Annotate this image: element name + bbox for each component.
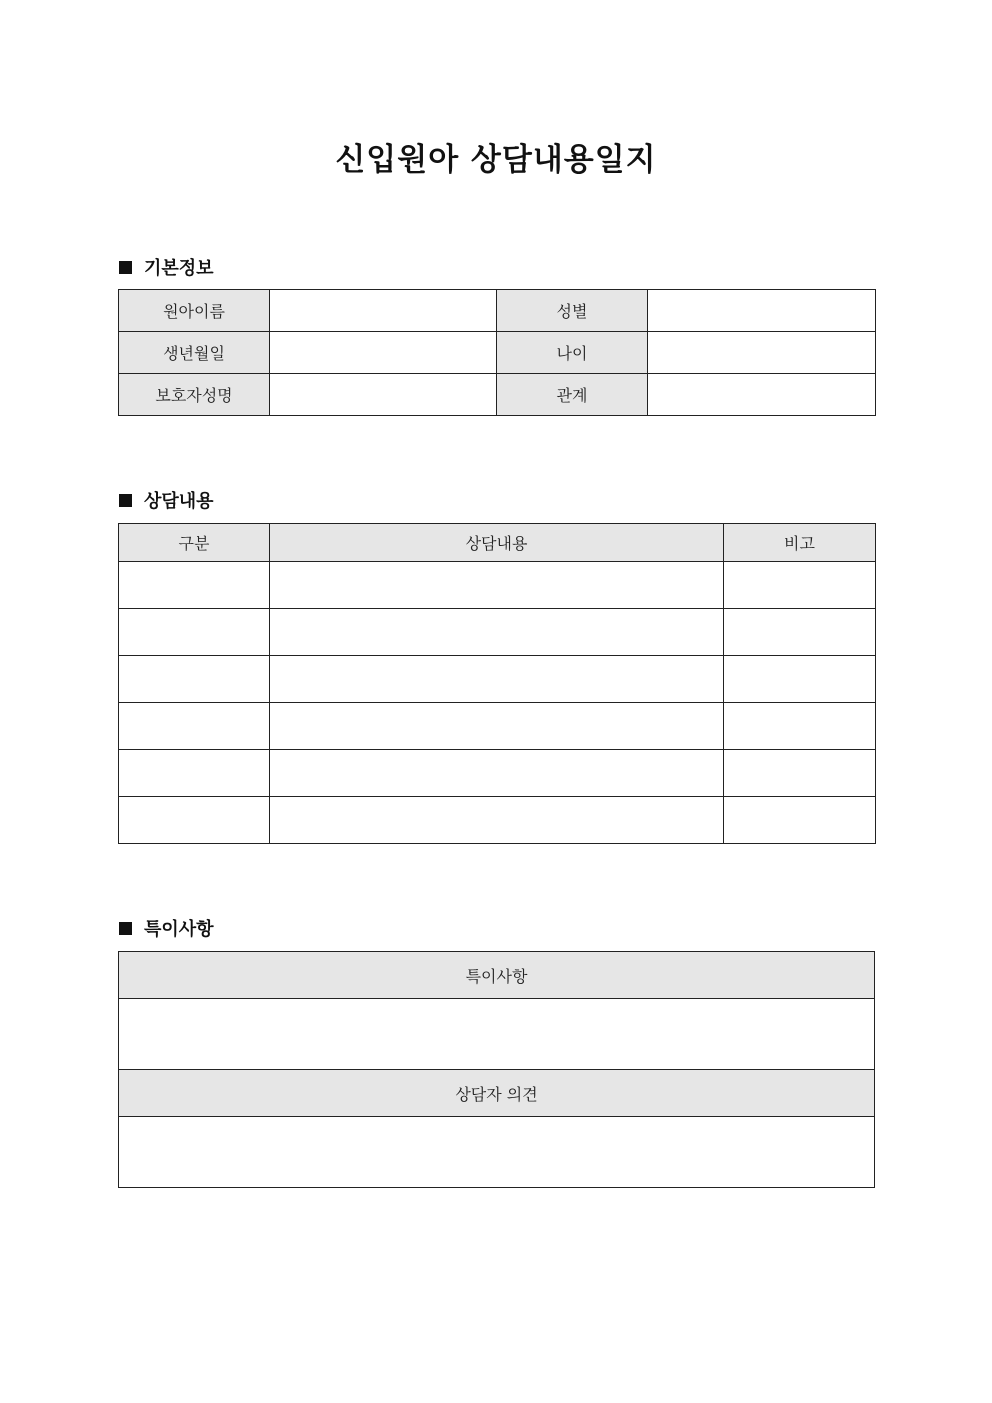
table-row xyxy=(119,374,876,416)
table-header-row xyxy=(119,524,876,562)
remarks-cell[interactable] xyxy=(724,656,876,703)
child-name-field[interactable] xyxy=(270,290,497,332)
remarks-cell[interactable] xyxy=(724,797,876,844)
basic-info-table xyxy=(118,289,876,416)
counselor-opinion-field[interactable] xyxy=(119,1117,875,1188)
category-cell[interactable] xyxy=(119,703,270,750)
table-row xyxy=(119,797,876,844)
child-name-label: 원아이름 xyxy=(119,290,270,332)
column-header-remarks: 비고 xyxy=(724,524,876,562)
category-cell[interactable] xyxy=(119,750,270,797)
guardian-name-field[interactable] xyxy=(270,374,497,416)
section-heading-label: 특이사항 xyxy=(144,919,214,940)
age-field[interactable] xyxy=(648,332,876,374)
age-label: 나이 xyxy=(497,332,648,374)
table-row xyxy=(119,656,876,703)
content-cell[interactable] xyxy=(270,797,724,844)
table-row xyxy=(119,562,876,609)
column-header-category: 구분 xyxy=(119,524,270,562)
special-notes-field[interactable] xyxy=(119,999,875,1070)
table-row xyxy=(119,999,875,1070)
square-bullet-icon xyxy=(119,261,132,274)
table-row xyxy=(119,332,876,374)
remarks-cell[interactable] xyxy=(724,609,876,656)
birthdate-field[interactable] xyxy=(270,332,497,374)
gender-field[interactable] xyxy=(648,290,876,332)
birthdate-label: 생년월일 xyxy=(119,332,270,374)
remarks-cell[interactable] xyxy=(724,562,876,609)
section-heading-label: 상담내용 xyxy=(144,491,214,512)
remarks-cell[interactable] xyxy=(724,750,876,797)
relationship-label: 관계 xyxy=(497,374,648,416)
category-cell[interactable] xyxy=(119,797,270,844)
table-row xyxy=(119,290,876,332)
content-cell[interactable] xyxy=(270,656,724,703)
table-row xyxy=(119,750,876,797)
gender-label: 성별 xyxy=(497,290,648,332)
category-cell[interactable] xyxy=(119,656,270,703)
square-bullet-icon xyxy=(119,494,132,507)
content-cell[interactable] xyxy=(270,562,724,609)
table-row xyxy=(119,609,876,656)
category-cell[interactable] xyxy=(119,562,270,609)
table-row xyxy=(119,952,875,999)
relationship-field[interactable] xyxy=(648,374,876,416)
consultation-table xyxy=(118,523,876,844)
section-heading-basic-info xyxy=(119,254,214,280)
content-cell[interactable] xyxy=(270,750,724,797)
counselor-opinion-label: 상담자 의견 xyxy=(119,1070,875,1117)
column-header-content: 상담내용 xyxy=(270,524,724,562)
square-bullet-icon xyxy=(119,922,132,935)
guardian-name-label: 보호자성명 xyxy=(119,374,270,416)
table-row xyxy=(119,703,876,750)
special-notes-table xyxy=(118,951,875,1188)
category-cell[interactable] xyxy=(119,609,270,656)
special-notes-label: 특이사항 xyxy=(119,952,875,999)
table-row xyxy=(119,1117,875,1188)
page-title: 신입원아 상담내용일지 xyxy=(335,142,657,178)
content-cell[interactable] xyxy=(270,609,724,656)
table-row xyxy=(119,1070,875,1117)
content-cell[interactable] xyxy=(270,703,724,750)
section-heading-consultation xyxy=(119,487,214,513)
section-heading-label: 기본정보 xyxy=(144,258,214,279)
section-heading-special-notes xyxy=(119,915,214,941)
remarks-cell[interactable] xyxy=(724,703,876,750)
